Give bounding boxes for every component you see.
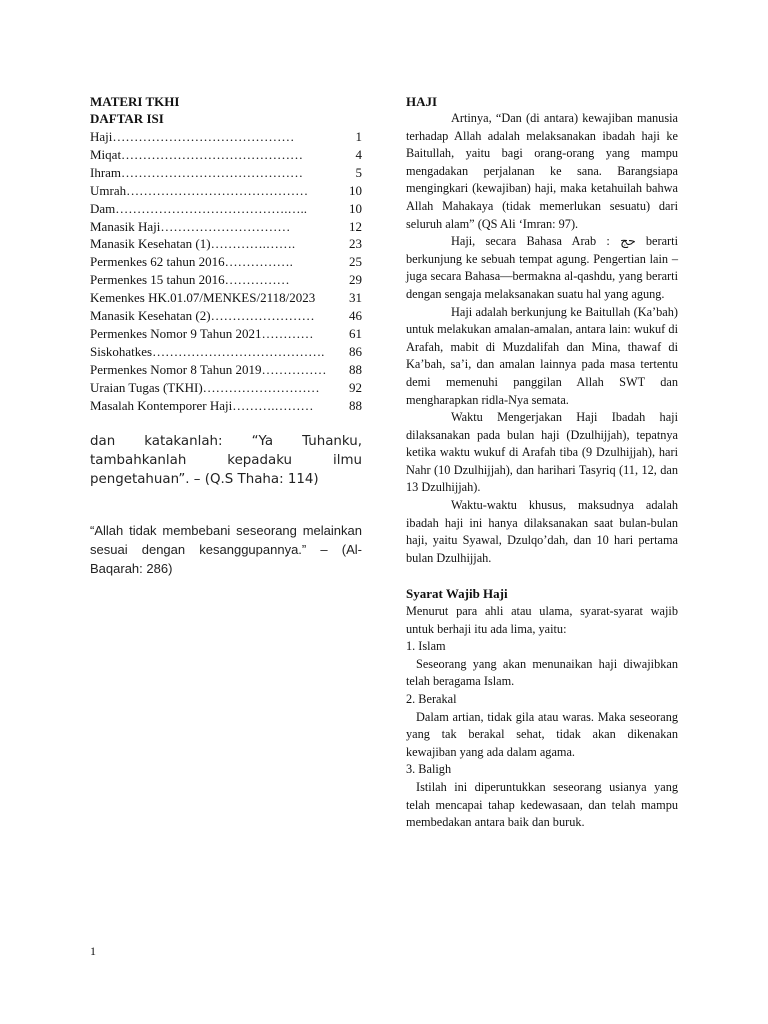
- toc-entry-page: 25: [349, 254, 362, 270]
- section-heading-haji: HAJI: [406, 94, 438, 109]
- syarat-intro: Menurut para ahli atau ulama, syarat-syarat wajib untuk berhaji itu ada lima, yaitu:: [406, 604, 678, 636]
- toc-row[interactable]: [90, 397, 362, 415]
- toc-row[interactable]: [90, 164, 362, 182]
- right-column: [406, 93, 678, 832]
- toc-row[interactable]: [90, 343, 362, 361]
- paragraph: Haji, secara Bahasa Arab : حج berarti berkunjung ke sebuah tempat agung. Pengertian lain –juga secara Bahasa—bermakna al-qashdu, yang berarti dengan sengaja melaksanakan suatu hal yang agung.: [406, 234, 678, 301]
- toc-row[interactable]: [90, 289, 362, 307]
- toc-entry-page: 12: [349, 218, 362, 234]
- toc-entry-page: 88: [349, 397, 362, 413]
- list-item-heading: 2. Berakal: [406, 692, 457, 706]
- toc-entry-title: Umrah……………………………………: [90, 182, 309, 198]
- toc-entry-title: Ihram……………………………………: [90, 164, 304, 180]
- toc-entry-title: Permenkes 62 tahun 2016…………….: [90, 254, 293, 270]
- toc-row[interactable]: [90, 200, 362, 218]
- toc-row[interactable]: [90, 361, 362, 379]
- toc-entry-title: Manasik Haji…………………………: [90, 218, 291, 234]
- toc-row[interactable]: [90, 146, 362, 164]
- list-item-heading: 1. Islam: [406, 639, 446, 654]
- paragraph: Artinya, “Dan (di antara) kewajiban manusia terhadap Allah adalah melaksanakan ibadah haji ke Baitullah, yaitu bagi orang-orang yang mampu mengadakan perjalanan ke sana. Barangsiapa mengingkari (kewajiban) haji, maka ketahuilah bahwa Allah Mahakaya (tidak memerlukan sesuatu) dari seluruh alam” (QS Ali ‘Imran: 97).: [406, 111, 678, 231]
- document-title: MATERI TKHI: [90, 94, 180, 109]
- toc-entry-title: Uraian Tugas (TKHI)………………………: [90, 379, 320, 395]
- toc-row[interactable]: [90, 307, 362, 325]
- toc-row[interactable]: [90, 182, 362, 200]
- table-of-contents: [90, 128, 362, 415]
- quote-al-baqarah: “Allah tidak membebani seseorang melainkan sesuai dengan kesanggupannya.” – (Al-Baqarah: 286): [90, 522, 362, 576]
- toc-entry-page: 31: [349, 290, 362, 306]
- paragraph: Haji adalah berkunjung ke Baitullah (Ka’bah) untuk melakukan amalan-amalan, antara lain: wukuf di Arafah, mabit di Muzdalifah dan Mina, thawaf di Ka’bah, sa’i, dan amalan lainnya pada masa tertentu demi memenuhi panggilan Allah SWT dan mengharapkan ridla-Nya semata.: [406, 304, 678, 407]
- toc-entry-title: Manasik Kesehatan (1)………….…….: [90, 236, 296, 252]
- list-item-heading: 3. Baligh: [406, 762, 452, 777]
- page-number: 1: [90, 944, 96, 958]
- toc-entry-page: 88: [349, 361, 362, 377]
- left-column: [90, 93, 362, 578]
- subheading-syarat-wajib-haji: Syarat Wajib Haji: [406, 586, 508, 602]
- list-item-body: Seseorang yang akan menunaikan haji diwajibkan telah beragama Islam.: [406, 656, 678, 689]
- toc-entry-page: 10: [349, 182, 362, 198]
- toc-row[interactable]: [90, 128, 362, 146]
- toc-heading: DAFTAR ISI: [90, 111, 164, 126]
- toc-entry-title: Permenkes Nomor 8 Tahun 2019……………: [90, 361, 327, 377]
- toc-entry-page: 46: [349, 308, 362, 324]
- toc-entry-title: Siskohatkes………………………………….: [90, 343, 325, 359]
- toc-entry-page: 1: [355, 129, 362, 144]
- paragraph: Waktu Mengerjakan Haji Ibadah haji dilaksanakan pada bulan haji (Dzulhijjah), tepatnya ketika waktu wukuf di Arafah tiba (9 Dzulhijjah), hari Nahr (10 Dzulhijjah), dan harihari Tasyriq (11, 12, dan 13 Dzulhijjah).: [406, 410, 678, 495]
- toc-entry-title: Permenkes 15 tahun 2016……………: [90, 272, 290, 288]
- toc-entry-page: 10: [349, 200, 362, 216]
- toc-entry-page: 4: [355, 146, 362, 162]
- toc-entry-title: Kemenkes HK.01.07/MENKES/2118/2023: [90, 290, 316, 306]
- toc-row[interactable]: [90, 218, 362, 236]
- toc-row[interactable]: [90, 325, 362, 343]
- list-item-body: Istilah ini diperuntukkan seseorang usianya yang telah mencapai tahap kedewasaan, dan telah mampu membedakan antara baik dan buruk.: [406, 779, 678, 830]
- toc-row[interactable]: [90, 235, 362, 253]
- toc-entry-page: 61: [349, 325, 362, 341]
- toc-entry-page: 29: [349, 272, 362, 288]
- toc-row[interactable]: [90, 379, 362, 397]
- toc-row[interactable]: [90, 271, 362, 289]
- toc-row[interactable]: [90, 253, 362, 271]
- toc-entry-title: Miqat……………………………………: [90, 146, 304, 162]
- toc-entry-page: 5: [355, 164, 362, 180]
- toc-entry-title: Haji……………………………………: [90, 129, 295, 144]
- list-item-body: Dalam artian, tidak gila atau waras. Maka seseorang yang tak berakal sehat, tidak akan dikenakan kewajiban yang ada dalam agama.: [406, 709, 678, 759]
- toc-entry-title: Manasik Kesehatan (2)……………………: [90, 308, 315, 324]
- toc-entry-page: 92: [349, 379, 362, 395]
- quote-thaha: dan katakanlah: “Ya Tuhanku, tambahkanlah kepadaku ilmu pengetahuan”. – (Q.S Thaha: 114): [90, 433, 362, 487]
- toc-entry-page: 86: [349, 343, 362, 359]
- toc-entry-page: 23: [349, 236, 362, 252]
- toc-entry-title: Dam………………………………….…..: [90, 200, 308, 216]
- paragraph: Waktu-waktu khusus, maksudnya adalah ibadah haji ini hanya dilaksanakan saat bulan-bulan haji, yaitu Syawal, Dzulqo’dah, dan 10 hari pertama bulan Dzulhijjah.: [406, 498, 678, 565]
- toc-entry-title: Masalah Kontemporer Haji……….………: [90, 397, 314, 413]
- toc-entry-title: Permenkes Nomor 9 Tahun 2021…………: [90, 325, 314, 341]
